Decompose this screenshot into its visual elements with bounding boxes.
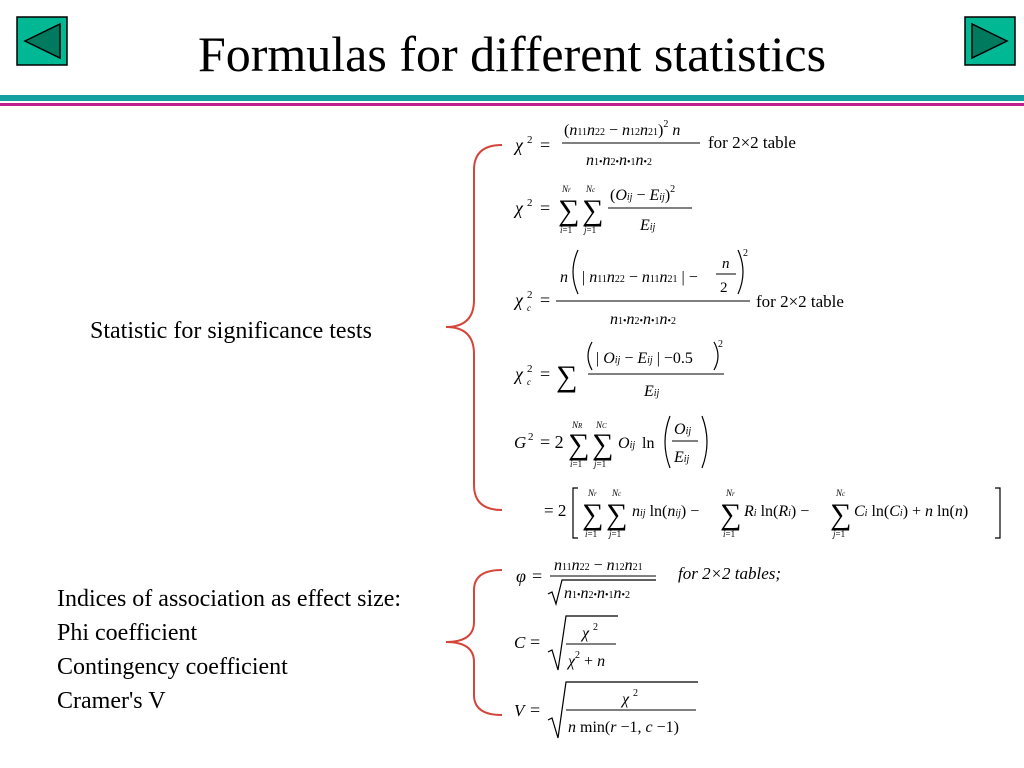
yates-chi-square-2x2-note: for 2×2 table [756, 292, 844, 311]
svg-text:Nc: Nc [586, 184, 596, 194]
contingency-coefficient-label: Contingency coefficient [57, 654, 288, 680]
svg-text:=: = [540, 135, 551, 155]
svg-text:∑: ∑ [830, 498, 852, 531]
svg-text:| n11n22 − n11n21 | −: | n11n22 − n11n21 | − [582, 269, 698, 286]
svg-text:χ: χ [582, 625, 590, 642]
svg-text:j=1: j=1 [833, 529, 846, 539]
svg-text:χ: χ [515, 290, 523, 310]
svg-text:2: 2 [633, 688, 638, 699]
svg-text:Oij: Oij [618, 435, 636, 452]
svg-text:| Oij − Eij | −0.5: | Oij − Eij | −0.5 [596, 350, 693, 367]
svg-text:Eij: Eij [674, 449, 690, 466]
phi-coefficient-formula [510, 552, 675, 610]
svg-text:2: 2 [527, 363, 533, 375]
svg-text:2: 2 [718, 339, 723, 350]
g-statistic-expanded-formula [540, 482, 1012, 544]
svg-text:χ: χ [515, 135, 523, 155]
svg-text:(n11n22 − n12n21)2 n: $(n11n22 - n12n21)^2$ n [564, 119, 681, 139]
yates-chi-square-formula [510, 336, 740, 406]
svg-text:i=1: i=1 [723, 529, 736, 539]
header-rule-teal [0, 95, 1024, 101]
svg-text:χ2 + n: $\chi^2 + n$ [568, 650, 606, 670]
svg-text:2: 2 [720, 280, 728, 296]
cramers-v-label: Cramer's V [57, 688, 166, 714]
pearson-chi-square-formula [510, 178, 730, 240]
svg-text:∑: ∑ [606, 498, 628, 531]
svg-text:∑: ∑ [558, 194, 580, 227]
svg-text:V: V [514, 701, 525, 720]
svg-text:Nr: Nr [562, 184, 571, 194]
svg-text:c: c [527, 377, 531, 387]
svg-text:φ: φ [516, 566, 526, 586]
svg-text:Oij: Oij [674, 421, 692, 438]
svg-text:ln: ln [642, 435, 655, 452]
svg-text:i=1: i=1 [560, 225, 573, 235]
svg-text:=: = [540, 290, 551, 310]
svg-text:NC: NC [596, 420, 607, 430]
svg-text:(Oij − Eij)2: (Oij − Eij)$^2$ [610, 184, 676, 204]
svg-text:∑: ∑ [582, 194, 604, 227]
svg-text:2: 2 [527, 197, 533, 209]
cramers-v-formula [510, 676, 710, 742]
svg-text:2: 2 [528, 431, 534, 443]
svg-text:=: = [532, 566, 543, 586]
svg-text:=: = [540, 364, 551, 384]
svg-text:i=1: i=1 [570, 459, 583, 469]
svg-text:2: 2 [527, 289, 533, 301]
svg-text:n: n [560, 269, 568, 286]
svg-text:χ: χ [515, 364, 523, 384]
svg-text:n min(r −1, c −1): n min(r −1, c −1) [568, 719, 679, 736]
svg-text:∑: ∑ [568, 428, 590, 461]
svg-text:n: n [722, 256, 730, 272]
svg-text:n1•n2•n•1n•2: n1•n2•n•1n•2 [610, 311, 677, 328]
svg-text:=: = [530, 632, 541, 652]
svg-text:χ: χ [515, 198, 523, 218]
significance-tests-label: Statistic for significance tests [90, 318, 372, 344]
header-rule-magenta [0, 103, 1024, 106]
phi-note: for 2×2 tables; [678, 564, 782, 583]
g-statistic-formula [510, 410, 720, 478]
svg-text:=: = [540, 198, 551, 218]
svg-text:i=1: i=1 [585, 529, 598, 539]
svg-text:2: 2 [743, 248, 748, 259]
association-brace-icon [440, 565, 510, 720]
contingency-coefficient-formula [510, 612, 630, 674]
svg-text:=: = [530, 700, 541, 720]
svg-text:j=1: j=1 [584, 225, 597, 235]
svg-text:∑: ∑ [720, 498, 742, 531]
svg-text:j=1: j=1 [594, 459, 607, 469]
svg-text:= 2: = 2 [544, 501, 567, 520]
svg-text:2: 2 [527, 134, 533, 146]
svg-text:n1•n2•n•1n•2: n1•n2•n•1n•2 [564, 585, 631, 602]
svg-text:Ci ln(Ci) + n ln(n): Ci ln(Ci) + n ln(n) [854, 503, 969, 520]
svg-text:χ: χ [622, 691, 630, 708]
svg-text:∑: ∑ [556, 360, 578, 393]
svg-text:Ri ln(Ri) −: Ri ln(Ri) − [744, 503, 810, 520]
svg-text:2: 2 [593, 622, 598, 633]
svg-text:n11n22 − n12n21: n11n22 − n12n21 [554, 557, 643, 574]
svg-text:j=1: j=1 [609, 529, 622, 539]
svg-text:NR: NR [572, 420, 583, 430]
svg-text:Eij: Eij [644, 383, 660, 400]
page-title: Formulas for different statistics [197, 26, 827, 82]
svg-text:Nc: Nc [836, 488, 846, 498]
association-heading: Indices of association as effect size: [57, 586, 402, 612]
svg-text:= 2: = 2 [540, 432, 564, 452]
svg-text:G: G [514, 433, 527, 452]
significance-brace-icon [440, 140, 510, 515]
svg-text:C: C [514, 633, 526, 652]
yates-chi-square-2x2-formula [510, 244, 760, 336]
svg-text:n1•n2•n•1n•2: n1•n2•n•1n•2 [586, 152, 653, 169]
chi-square-2x2-note: for 2×2 table [708, 133, 796, 152]
svg-text:∑: ∑ [592, 428, 614, 461]
svg-text:Eij: Eij [640, 217, 656, 234]
svg-text:c: c [527, 303, 531, 313]
svg-text:Nr: Nr [588, 488, 597, 498]
svg-text:Nc: Nc [612, 488, 622, 498]
phi-coefficient-label: Phi coefficient [57, 620, 198, 646]
svg-text:Nr: Nr [726, 488, 735, 498]
svg-text:nij ln(nij) −: nij ln(nij) − [632, 503, 700, 520]
svg-text:∑: ∑ [582, 498, 604, 531]
